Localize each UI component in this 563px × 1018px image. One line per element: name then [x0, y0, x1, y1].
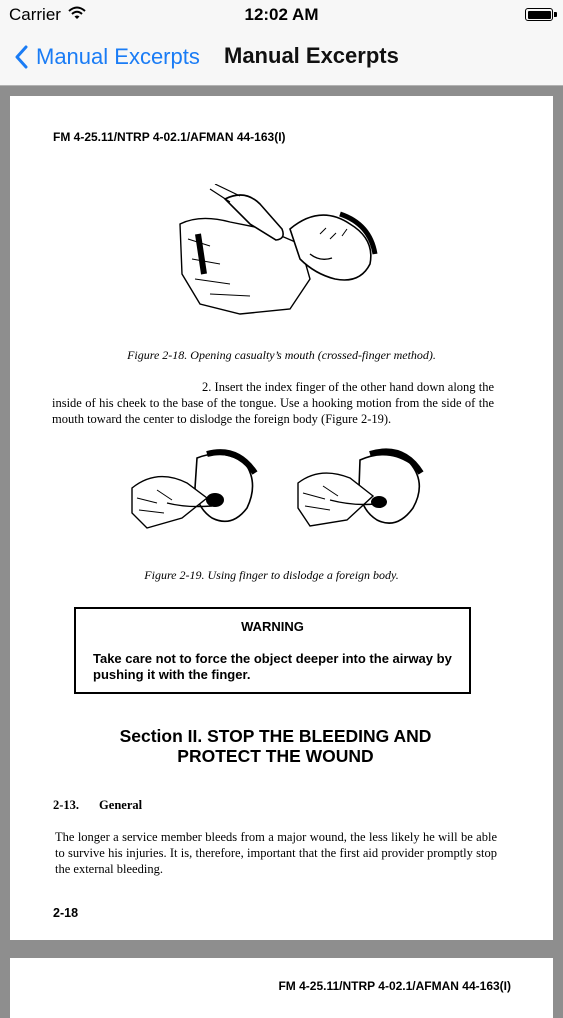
document-header: FM 4-25.11/NTRP 4-02.1/AFMAN 44-163(I) [53, 130, 286, 144]
figure-2-19-caption: Figure 2-19. Using finger to dislodge a foreign body. [144, 568, 399, 582]
general-paragraph: The longer a service member bleeds from a major wound, the less likely he will be able to survive his injuries. It is, therefore, important that the first aid provider promptly stop the external bleeding. [55, 830, 497, 876]
section-heading [10, 726, 541, 766]
figure-2-18-illustration [170, 184, 382, 319]
figure-2-19-illustration-left [127, 448, 262, 538]
carrier-label: Carrier [9, 5, 61, 24]
warning-box [74, 607, 471, 694]
status-time: 12:02 AM [244, 5, 319, 24]
warning-title: WARNING [241, 619, 304, 634]
subsection-heading [53, 798, 142, 813]
warning-text: Take care not to force the object deeper into the airway by pushing it with the finger. [93, 651, 452, 682]
step-2-paragraph: 2. Insert the index finger of the other hand down along the inside of his cheek to the base of the tongue. Use a hooking motion from the side of the mouth toward the center to dislodge the foreign body (Figure 2-19). [52, 380, 494, 426]
next-page-header: FM 4-25.11/NTRP 4-02.1/AFMAN 44-163(I) [278, 979, 511, 993]
subsection-title: General [99, 798, 143, 812]
navigation-bar [0, 30, 563, 86]
section-heading-line-2: PROTECT THE WOUND [177, 746, 374, 766]
page-title: Manual Excerpts [224, 43, 399, 68]
figure-2-19-illustration-right [295, 448, 430, 538]
status-bar [0, 0, 563, 30]
section-heading-line-1: Section II. STOP THE BLEEDING AND [119, 726, 432, 746]
document-page[interactable] [10, 96, 553, 940]
back-button-label: Manual Excerpts [36, 44, 200, 69]
figure-2-18-caption: Figure 2-18. Opening casualty’s mouth (crossed-finger method). [127, 348, 436, 362]
subsection-number: 2-13. [53, 798, 80, 812]
back-button[interactable] [14, 40, 200, 74]
battery-icon [525, 8, 553, 21]
page-number: 2-18 [53, 906, 79, 920]
chevron-left-icon [14, 45, 28, 69]
next-document-page[interactable] [10, 958, 553, 1018]
